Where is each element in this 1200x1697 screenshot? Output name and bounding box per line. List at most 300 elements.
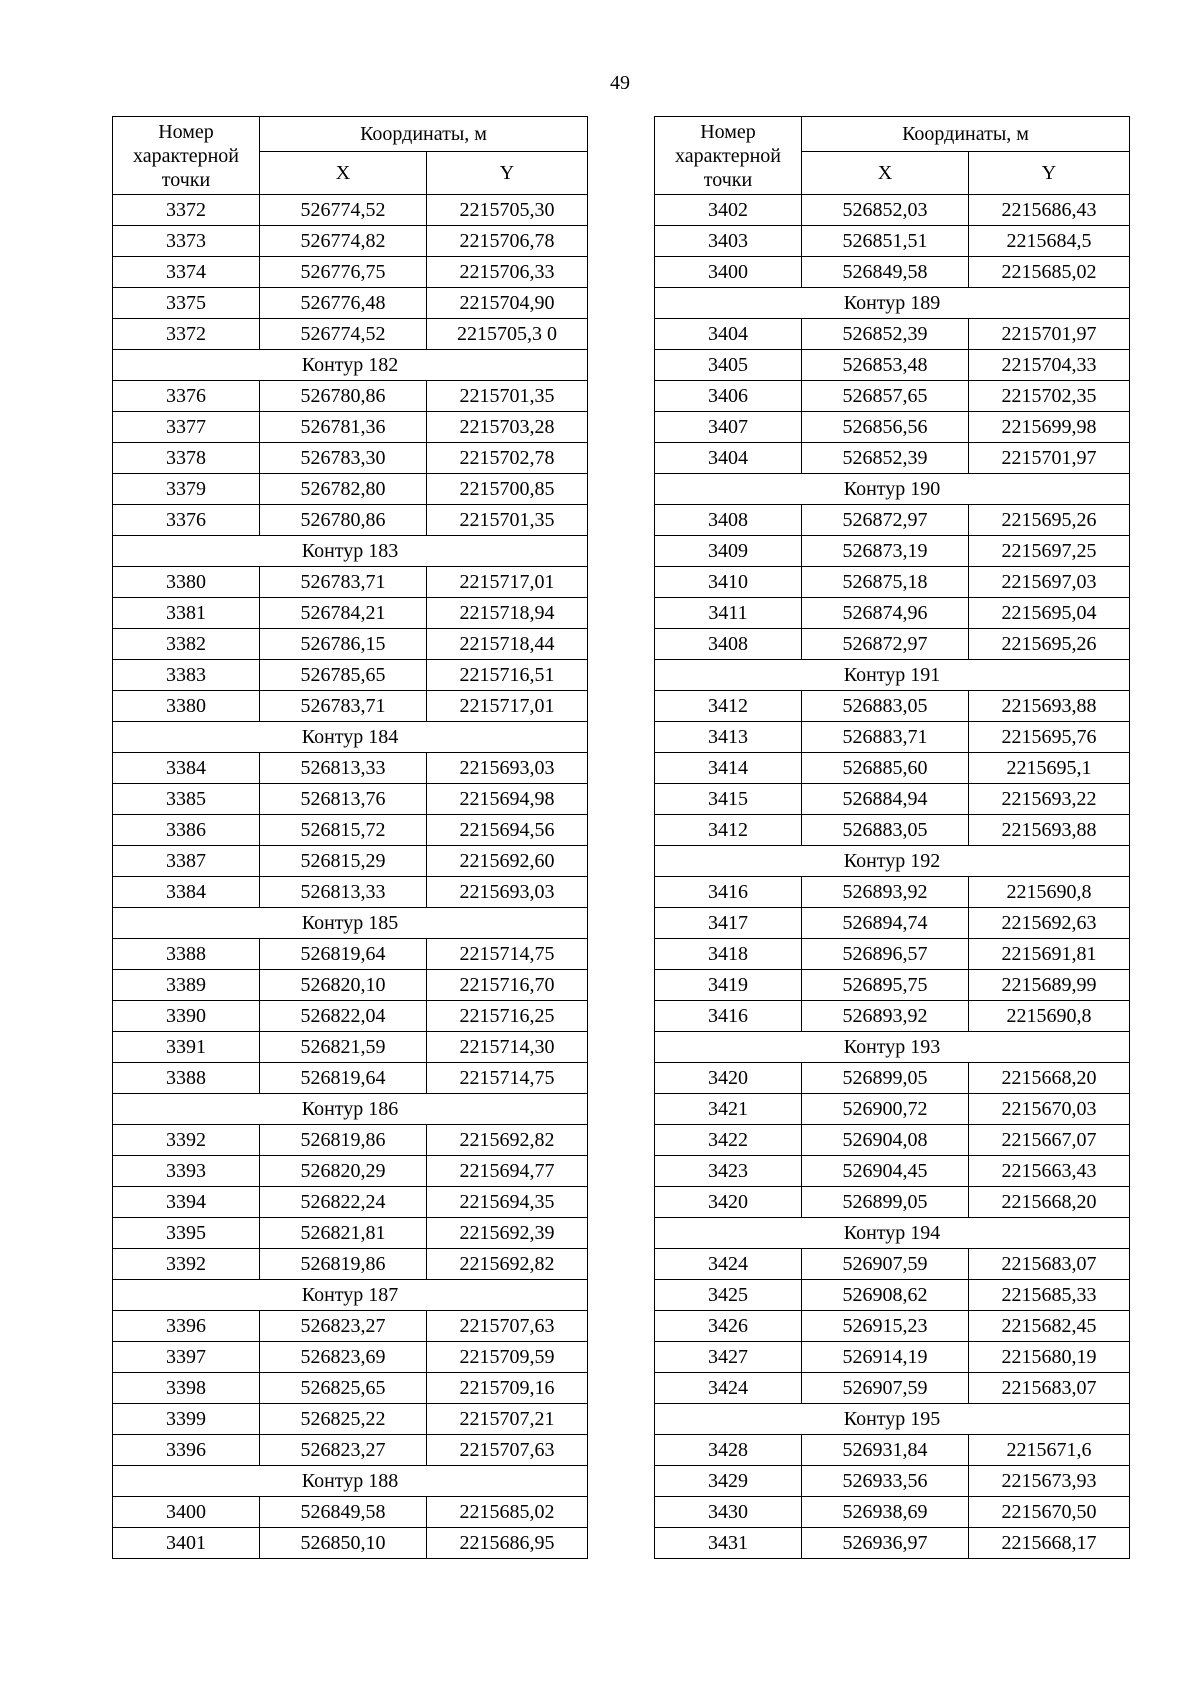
x-coordinate-cell: 526819,86 (260, 1249, 427, 1280)
x-coordinate-cell: 526776,48 (260, 288, 427, 319)
x-coordinate-cell: 526874,96 (802, 598, 969, 629)
contour-label: Контур 189 (655, 288, 1130, 319)
x-coordinate-cell: 526819,64 (260, 939, 427, 970)
point-number-cell: 3400 (113, 1497, 260, 1528)
y-coordinate-cell: 2215705,30 (427, 195, 588, 226)
point-number-cell: 3381 (113, 598, 260, 629)
table-row (655, 226, 1130, 257)
coordinates-header: Координаты, м (802, 117, 1130, 152)
x-header: X (802, 152, 969, 195)
table-row (113, 660, 588, 691)
x-coordinate-cell: 526936,97 (802, 1528, 969, 1559)
y-coordinate-cell: 2215707,63 (427, 1435, 588, 1466)
point-number-cell: 3407 (655, 412, 802, 443)
contour-row (113, 1094, 588, 1125)
point-number-cell: 3423 (655, 1156, 802, 1187)
x-coordinate-cell: 526781,36 (260, 412, 427, 443)
point-number-cell: 3395 (113, 1218, 260, 1249)
point-number-cell: 3396 (113, 1311, 260, 1342)
table-row (655, 412, 1130, 443)
x-coordinate-cell: 526780,86 (260, 505, 427, 536)
point-number-cell: 3385 (113, 784, 260, 815)
contour-row (113, 350, 588, 381)
y-coordinate-cell: 2215694,35 (427, 1187, 588, 1218)
y-coordinate-cell: 2215692,82 (427, 1249, 588, 1280)
point-number-cell: 3409 (655, 536, 802, 567)
y-header: Y (427, 152, 588, 195)
x-coordinate-cell: 526904,45 (802, 1156, 969, 1187)
x-coordinate-cell: 526899,05 (802, 1187, 969, 1218)
x-coordinate-cell: 526774,82 (260, 226, 427, 257)
y-coordinate-cell: 2215714,75 (427, 1063, 588, 1094)
x-coordinate-cell: 526819,86 (260, 1125, 427, 1156)
y-coordinate-cell: 2215707,63 (427, 1311, 588, 1342)
coordinates-table-right (654, 116, 1130, 1559)
table-row (655, 443, 1130, 474)
table-row (655, 1249, 1130, 1280)
point-number-cell: 3406 (655, 381, 802, 412)
y-coordinate-cell: 2215693,88 (969, 815, 1130, 846)
x-coordinate-cell: 526907,59 (802, 1249, 969, 1280)
y-coordinate-cell: 2215686,43 (969, 195, 1130, 226)
y-coordinate-cell: 2215709,16 (427, 1373, 588, 1404)
y-coordinate-cell: 2215695,76 (969, 722, 1130, 753)
x-coordinate-cell: 526813,33 (260, 877, 427, 908)
x-coordinate-cell: 526774,52 (260, 195, 427, 226)
y-coordinate-cell: 2215689,99 (969, 970, 1130, 1001)
y-coordinate-cell: 2215706,33 (427, 257, 588, 288)
table-row (113, 1373, 588, 1404)
point-number-cell: 3416 (655, 877, 802, 908)
point-number-cell: 3389 (113, 970, 260, 1001)
table-row (113, 1497, 588, 1528)
table-row (113, 598, 588, 629)
y-coordinate-cell: 2215695,26 (969, 505, 1130, 536)
point-number-cell: 3392 (113, 1249, 260, 1280)
y-coordinate-cell: 2215690,8 (969, 877, 1130, 908)
contour-row (113, 908, 588, 939)
y-coordinate-cell: 2215692,60 (427, 846, 588, 877)
contour-row (113, 722, 588, 753)
point-number-cell: 3392 (113, 1125, 260, 1156)
x-coordinate-cell: 526883,05 (802, 815, 969, 846)
y-coordinate-cell: 2215693,03 (427, 877, 588, 908)
x-coordinate-cell: 526907,59 (802, 1373, 969, 1404)
point-number-cell: 3383 (113, 660, 260, 691)
x-coordinate-cell: 526783,30 (260, 443, 427, 474)
table-row (113, 1311, 588, 1342)
table-row (113, 1156, 588, 1187)
contour-row (113, 1466, 588, 1497)
point-number-cell: 3405 (655, 350, 802, 381)
y-coordinate-cell: 2215716,51 (427, 660, 588, 691)
y-coordinate-cell: 2215717,01 (427, 567, 588, 598)
table-row (655, 1094, 1130, 1125)
y-coordinate-cell: 2215692,82 (427, 1125, 588, 1156)
table-row (113, 443, 588, 474)
y-coordinate-cell: 2215718,44 (427, 629, 588, 660)
point-number-cell: 3404 (655, 319, 802, 350)
y-coordinate-cell: 2215686,95 (427, 1528, 588, 1559)
y-coordinate-cell: 2215716,25 (427, 1001, 588, 1032)
table-row (113, 226, 588, 257)
point-number-cell: 3426 (655, 1311, 802, 1342)
x-coordinate-cell: 526782,80 (260, 474, 427, 505)
contour-row (655, 1404, 1130, 1435)
table-row (113, 691, 588, 722)
table-row (113, 1342, 588, 1373)
point-number-cell: 3384 (113, 877, 260, 908)
point-number-cell: 3428 (655, 1435, 802, 1466)
point-number-cell: 3372 (113, 319, 260, 350)
point-number-cell: 3404 (655, 443, 802, 474)
point-number-cell: 3386 (113, 815, 260, 846)
x-coordinate-cell: 526857,65 (802, 381, 969, 412)
y-coordinate-cell: 2215702,35 (969, 381, 1130, 412)
table-row (655, 877, 1130, 908)
table-row (655, 598, 1130, 629)
table-row (113, 567, 588, 598)
table-row (655, 629, 1130, 660)
x-coordinate-cell: 526823,69 (260, 1342, 427, 1373)
contour-label: Контур 187 (113, 1280, 588, 1311)
x-coordinate-cell: 526813,76 (260, 784, 427, 815)
table-row (113, 753, 588, 784)
y-coordinate-cell: 2215697,25 (969, 536, 1130, 567)
point-number-cell: 3403 (655, 226, 802, 257)
x-coordinate-cell: 526821,59 (260, 1032, 427, 1063)
y-coordinate-cell: 2215693,22 (969, 784, 1130, 815)
point-number-cell: 3378 (113, 443, 260, 474)
y-coordinate-cell: 2215714,30 (427, 1032, 588, 1063)
x-coordinate-cell: 526823,27 (260, 1435, 427, 1466)
contour-label: Контур 184 (113, 722, 588, 753)
table-row (113, 257, 588, 288)
contour-label: Контур 194 (655, 1218, 1130, 1249)
point-number-cell: 3387 (113, 846, 260, 877)
x-coordinate-cell: 526776,75 (260, 257, 427, 288)
point-number-cell: 3388 (113, 1063, 260, 1094)
point-number-cell: 3413 (655, 722, 802, 753)
x-coordinate-cell: 526856,56 (802, 412, 969, 443)
y-coordinate-cell: 2215694,77 (427, 1156, 588, 1187)
point-number-cell: 3421 (655, 1094, 802, 1125)
point-number-cell: 3427 (655, 1342, 802, 1373)
table-row (655, 691, 1130, 722)
x-coordinate-cell: 526873,19 (802, 536, 969, 567)
table-row (655, 1342, 1130, 1373)
point-number-cell: 3384 (113, 753, 260, 784)
y-coordinate-cell: 2215718,94 (427, 598, 588, 629)
x-coordinate-cell: 526933,56 (802, 1466, 969, 1497)
x-coordinate-cell: 526884,94 (802, 784, 969, 815)
point-number-cell: 3429 (655, 1466, 802, 1497)
y-coordinate-cell: 2215685,02 (969, 257, 1130, 288)
x-coordinate-cell: 526852,03 (802, 195, 969, 226)
y-coordinate-cell: 2215701,35 (427, 505, 588, 536)
point-number-header: Номер характерной точки (655, 117, 802, 195)
x-coordinate-cell: 526849,58 (260, 1497, 427, 1528)
point-number-cell: 3417 (655, 908, 802, 939)
table-row (113, 970, 588, 1001)
x-coordinate-cell: 526784,21 (260, 598, 427, 629)
point-number-cell: 3412 (655, 691, 802, 722)
contour-label: Контур 195 (655, 1404, 1130, 1435)
x-coordinate-cell: 526821,81 (260, 1218, 427, 1249)
point-number-cell: 3418 (655, 939, 802, 970)
contour-label: Контур 183 (113, 536, 588, 567)
contour-row (655, 660, 1130, 691)
x-coordinate-cell: 526883,71 (802, 722, 969, 753)
table-row (113, 939, 588, 970)
table-row (655, 567, 1130, 598)
y-coordinate-cell: 2215673,93 (969, 1466, 1130, 1497)
y-coordinate-cell: 2215695,04 (969, 598, 1130, 629)
x-coordinate-cell: 526872,97 (802, 629, 969, 660)
x-coordinate-cell: 526849,58 (802, 257, 969, 288)
x-coordinate-cell: 526820,29 (260, 1156, 427, 1187)
y-coordinate-cell: 2215702,78 (427, 443, 588, 474)
table-row (655, 939, 1130, 970)
x-coordinate-cell: 526825,22 (260, 1404, 427, 1435)
y-coordinate-cell: 2215699,98 (969, 412, 1130, 443)
table-row (113, 815, 588, 846)
table-row (655, 970, 1130, 1001)
y-coordinate-cell: 2215668,20 (969, 1063, 1130, 1094)
table-row (113, 1404, 588, 1435)
table-row (113, 195, 588, 226)
point-number-cell: 3380 (113, 691, 260, 722)
x-coordinate-cell: 526914,19 (802, 1342, 969, 1373)
point-number-cell: 3391 (113, 1032, 260, 1063)
contour-row (655, 474, 1130, 505)
table-row (655, 1373, 1130, 1404)
point-number-cell: 3416 (655, 1001, 802, 1032)
table-row (655, 257, 1130, 288)
coordinates-table-left (112, 116, 588, 1559)
table-row (113, 412, 588, 443)
y-coordinate-cell: 2215685,02 (427, 1497, 588, 1528)
table-row (113, 877, 588, 908)
x-coordinate-cell: 526815,29 (260, 846, 427, 877)
table-row (655, 1435, 1130, 1466)
table-row (113, 629, 588, 660)
point-number-cell: 3396 (113, 1435, 260, 1466)
point-number-cell: 3410 (655, 567, 802, 598)
page-number: 49 (610, 72, 630, 94)
y-coordinate-cell: 2215692,39 (427, 1218, 588, 1249)
y-coordinate-cell: 2215670,03 (969, 1094, 1130, 1125)
table-row (113, 381, 588, 412)
y-coordinate-cell: 2215690,8 (969, 1001, 1130, 1032)
table-row (655, 1497, 1130, 1528)
y-coordinate-cell: 2215695,26 (969, 629, 1130, 660)
table-row (655, 1528, 1130, 1559)
table-row (655, 381, 1130, 412)
contour-label: Контур 190 (655, 474, 1130, 505)
y-coordinate-cell: 2215714,75 (427, 939, 588, 970)
point-number-cell: 3400 (655, 257, 802, 288)
point-number-cell: 3375 (113, 288, 260, 319)
point-number-cell: 3422 (655, 1125, 802, 1156)
y-coordinate-cell: 2215694,98 (427, 784, 588, 815)
y-coordinate-cell: 2215717,01 (427, 691, 588, 722)
table-row (113, 846, 588, 877)
point-number-cell: 3397 (113, 1342, 260, 1373)
table-row (113, 784, 588, 815)
x-coordinate-cell: 526872,97 (802, 505, 969, 536)
table-row (655, 319, 1130, 350)
x-header: X (260, 152, 427, 195)
x-coordinate-cell: 526783,71 (260, 567, 427, 598)
contour-row (655, 1218, 1130, 1249)
x-coordinate-cell: 526822,04 (260, 1001, 427, 1032)
y-header: Y (969, 152, 1130, 195)
table-row (655, 1466, 1130, 1497)
coordinates-header: Координаты, м (260, 117, 588, 152)
point-number-cell: 3398 (113, 1373, 260, 1404)
point-number-cell: 3415 (655, 784, 802, 815)
y-coordinate-cell: 2215682,45 (969, 1311, 1130, 1342)
table-row (655, 815, 1130, 846)
contour-label: Контур 182 (113, 350, 588, 381)
point-number-cell: 3376 (113, 505, 260, 536)
y-coordinate-cell: 2215700,85 (427, 474, 588, 505)
y-coordinate-cell: 2215703,28 (427, 412, 588, 443)
y-coordinate-cell: 2215684,5 (969, 226, 1130, 257)
point-number-cell: 3431 (655, 1528, 802, 1559)
contour-row (655, 846, 1130, 877)
point-number-header: Номер характерной точки (113, 117, 260, 195)
table-row (655, 350, 1130, 381)
x-coordinate-cell: 526904,08 (802, 1125, 969, 1156)
y-coordinate-cell: 2215705,3 0 (427, 319, 588, 350)
x-coordinate-cell: 526875,18 (802, 567, 969, 598)
x-coordinate-cell: 526823,27 (260, 1311, 427, 1342)
y-coordinate-cell: 2215683,07 (969, 1373, 1130, 1404)
y-coordinate-cell: 2215709,59 (427, 1342, 588, 1373)
x-coordinate-cell: 526819,64 (260, 1063, 427, 1094)
point-number-cell: 3425 (655, 1280, 802, 1311)
table-row (655, 784, 1130, 815)
point-number-cell: 3382 (113, 629, 260, 660)
y-coordinate-cell: 2215706,78 (427, 226, 588, 257)
y-coordinate-cell: 2215701,35 (427, 381, 588, 412)
x-coordinate-cell: 526908,62 (802, 1280, 969, 1311)
point-number-cell: 3419 (655, 970, 802, 1001)
x-coordinate-cell: 526850,10 (260, 1528, 427, 1559)
table-row (113, 505, 588, 536)
table-row (113, 1187, 588, 1218)
x-coordinate-cell: 526931,84 (802, 1435, 969, 1466)
y-coordinate-cell: 2215697,03 (969, 567, 1130, 598)
table-row (655, 505, 1130, 536)
x-coordinate-cell: 526896,57 (802, 939, 969, 970)
y-coordinate-cell: 2215683,07 (969, 1249, 1130, 1280)
y-coordinate-cell: 2215704,90 (427, 288, 588, 319)
contour-label: Контур 193 (655, 1032, 1130, 1063)
table-row (113, 1032, 588, 1063)
point-number-cell: 3399 (113, 1404, 260, 1435)
table-row (655, 1156, 1130, 1187)
point-number-cell: 3373 (113, 226, 260, 257)
x-coordinate-cell: 526820,10 (260, 970, 427, 1001)
y-coordinate-cell: 2215707,21 (427, 1404, 588, 1435)
x-coordinate-cell: 526899,05 (802, 1063, 969, 1094)
contour-label: Контур 186 (113, 1094, 588, 1125)
y-coordinate-cell: 2215668,17 (969, 1528, 1130, 1559)
point-number-cell: 3374 (113, 257, 260, 288)
point-number-cell: 3411 (655, 598, 802, 629)
x-coordinate-cell: 526894,74 (802, 908, 969, 939)
table-row (113, 474, 588, 505)
x-coordinate-cell: 526893,92 (802, 1001, 969, 1032)
y-coordinate-cell: 2215670,50 (969, 1497, 1130, 1528)
table-row (655, 908, 1130, 939)
contour-label: Контур 185 (113, 908, 588, 939)
point-number-cell: 3408 (655, 629, 802, 660)
point-number-cell: 3372 (113, 195, 260, 226)
table-row (655, 1125, 1130, 1156)
table-row (113, 1001, 588, 1032)
y-coordinate-cell: 2215680,19 (969, 1342, 1130, 1373)
x-coordinate-cell: 526774,52 (260, 319, 427, 350)
x-coordinate-cell: 526825,65 (260, 1373, 427, 1404)
y-coordinate-cell: 2215668,20 (969, 1187, 1130, 1218)
x-coordinate-cell: 526900,72 (802, 1094, 969, 1125)
x-coordinate-cell: 526815,72 (260, 815, 427, 846)
point-number-cell: 3379 (113, 474, 260, 505)
y-coordinate-cell: 2215694,56 (427, 815, 588, 846)
y-coordinate-cell: 2215667,07 (969, 1125, 1130, 1156)
y-coordinate-cell: 2215671,6 (969, 1435, 1130, 1466)
x-coordinate-cell: 526851,51 (802, 226, 969, 257)
contour-row (113, 536, 588, 567)
x-coordinate-cell: 526938,69 (802, 1497, 969, 1528)
y-coordinate-cell: 2215693,03 (427, 753, 588, 784)
x-coordinate-cell: 526852,39 (802, 443, 969, 474)
contour-row (655, 288, 1130, 319)
table-row (655, 1001, 1130, 1032)
table-row (655, 1311, 1130, 1342)
y-coordinate-cell: 2215692,63 (969, 908, 1130, 939)
table-row (113, 1528, 588, 1559)
table-row (655, 1063, 1130, 1094)
point-number-cell: 3424 (655, 1249, 802, 1280)
y-coordinate-cell: 2215716,70 (427, 970, 588, 1001)
table-row (113, 1063, 588, 1094)
table-row (655, 1280, 1130, 1311)
y-coordinate-cell: 2215695,1 (969, 753, 1130, 784)
contour-label: Контур 191 (655, 660, 1130, 691)
x-coordinate-cell: 526915,23 (802, 1311, 969, 1342)
point-number-cell: 3401 (113, 1528, 260, 1559)
table-row (655, 753, 1130, 784)
point-number-cell: 3420 (655, 1187, 802, 1218)
point-number-cell: 3380 (113, 567, 260, 598)
point-number-cell: 3377 (113, 412, 260, 443)
contour-label: Контур 192 (655, 846, 1130, 877)
point-number-cell: 3390 (113, 1001, 260, 1032)
x-coordinate-cell: 526895,75 (802, 970, 969, 1001)
point-number-cell: 3408 (655, 505, 802, 536)
y-coordinate-cell: 2215663,43 (969, 1156, 1130, 1187)
x-coordinate-cell: 526883,05 (802, 691, 969, 722)
y-coordinate-cell: 2215685,33 (969, 1280, 1130, 1311)
x-coordinate-cell: 526780,86 (260, 381, 427, 412)
x-coordinate-cell: 526853,48 (802, 350, 969, 381)
contour-label: Контур 188 (113, 1466, 588, 1497)
